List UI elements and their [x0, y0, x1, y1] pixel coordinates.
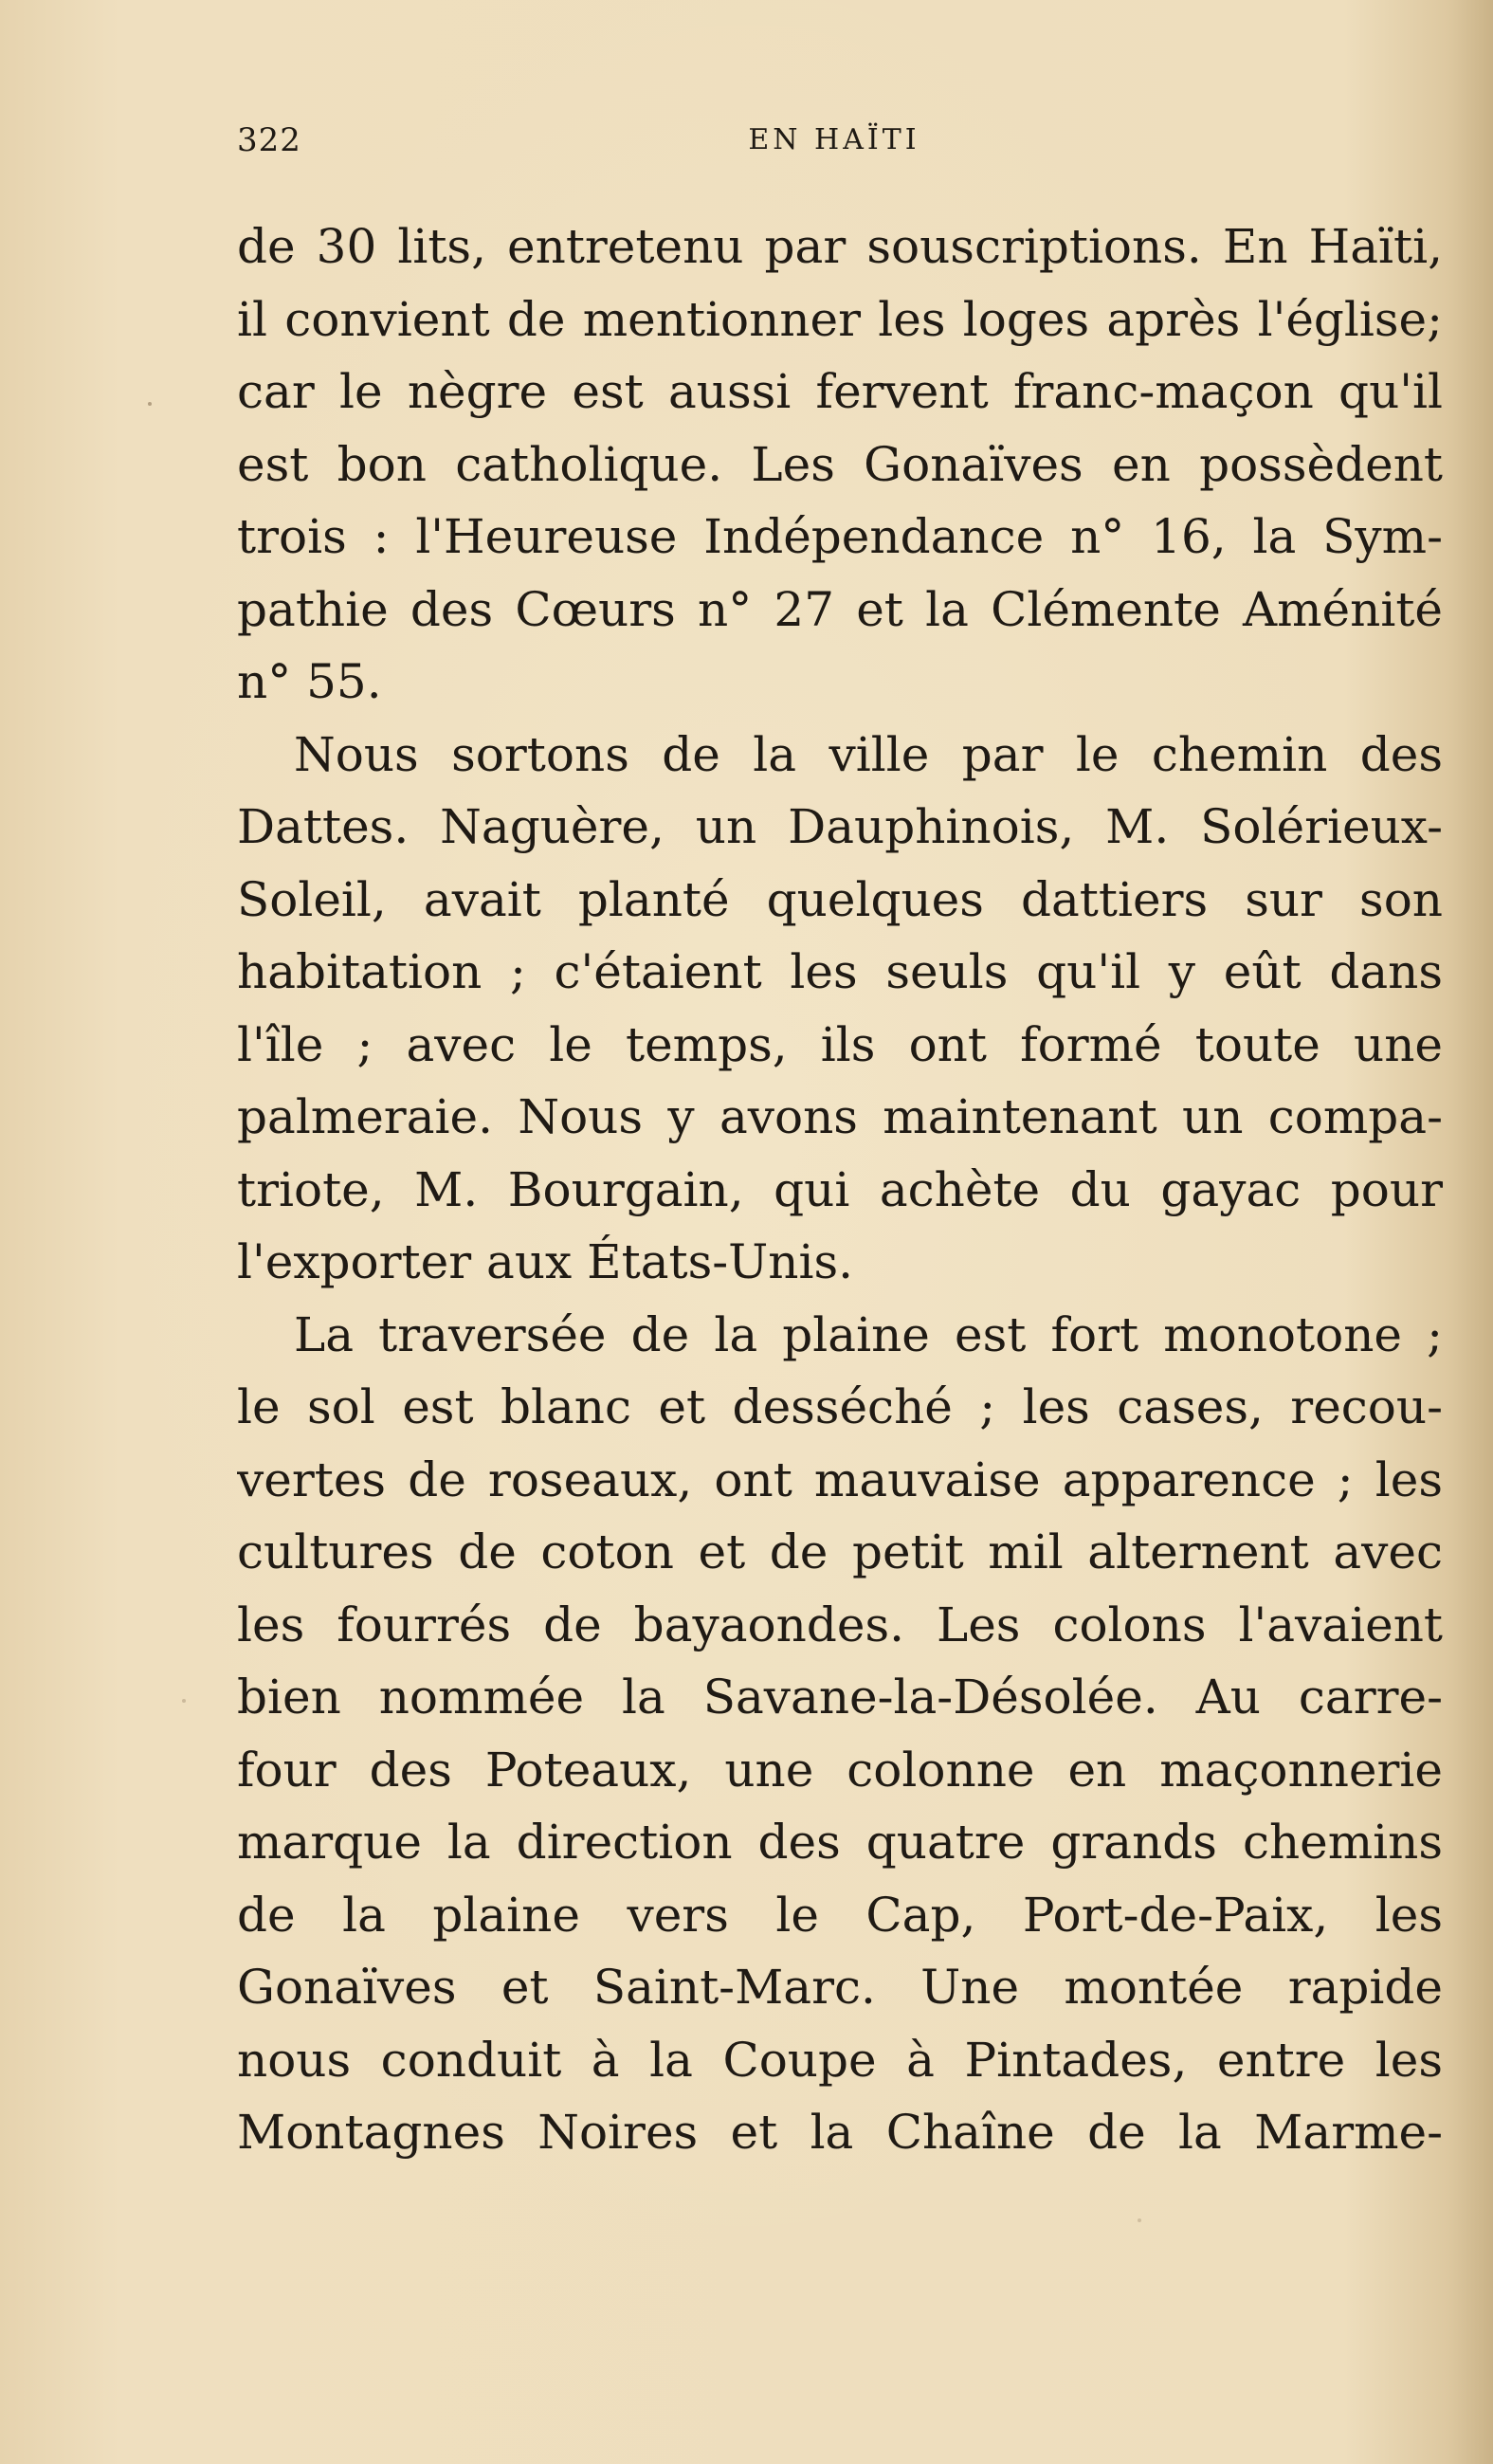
- text-line: pathie des Cœurs n° 27 et la Clémente Aménité: [237, 581, 1443, 637]
- running-head: [237, 121, 1431, 167]
- page-number: 322: [237, 121, 301, 159]
- text-line: Soleil, avait planté quelques dattiers sur son: [237, 871, 1443, 927]
- text-line: de la plaine vers le Cap, Port-de-Paix, les: [237, 1887, 1443, 1943]
- text-line: four des Poteaux, une colonne en maçonnerie: [237, 1742, 1443, 1798]
- text-line: vertes de roseaux, ont mauvaise apparence ; les: [237, 1451, 1443, 1507]
- text-line: il convient de mentionner les loges après l'église;: [237, 291, 1443, 347]
- running-title: EN HAÏTI: [748, 123, 920, 156]
- body-text: [237, 210, 1443, 2169]
- text-line: le sol est blanc et desséché ; les cases, recou-: [237, 1379, 1443, 1434]
- text-line: cultures de coton et de petit mil alternent avec: [237, 1524, 1443, 1579]
- text-line: Nous sortons de la ville par le chemin des: [294, 726, 1443, 782]
- text-line: palmeraie. Nous y avons maintenant un compa-: [237, 1089, 1443, 1144]
- text-line: Dattes. Naguère, un Dauphinois, M. Solérieux-: [237, 799, 1443, 854]
- text-line: marque la direction des quatre grands chemins: [237, 1815, 1443, 1870]
- text-line: l'île ; avec le temps, ils ont formé toute une: [237, 1016, 1443, 1072]
- text-line: les fourrés de bayaondes. Les colons l'avaient: [237, 1597, 1443, 1652]
- text-line: car le nègre est aussi fervent franc-maçon qu'il: [237, 364, 1443, 419]
- scan-speck: [1138, 2218, 1141, 2222]
- scan-speck: [148, 402, 152, 406]
- text-line: Montagnes Noires et la Chaîne de la Marme-: [237, 2105, 1443, 2160]
- scan-speck: [182, 1699, 186, 1703]
- text-line: bien nommée la Savane-la-Désolée. Au carre-: [237, 1670, 1443, 1725]
- text-line: Gonaïves et Saint-Marc. Une montée rapide: [237, 1960, 1443, 2015]
- text-line: nous conduit à la Coupe à Pintades, entre les: [237, 2032, 1443, 2088]
- text-line: trois : l'Heureuse Indépendance n° 16, la Sym-: [237, 509, 1443, 564]
- text-line: triote, M. Bourgain, qui achète du gayac pour: [237, 1161, 1443, 1217]
- text-line: de 30 lits, entretenu par souscriptions. En Haïti,: [237, 219, 1443, 274]
- text-line: l'exporter aux États-Unis.: [237, 1234, 854, 1289]
- text-line: La traversée de la plaine est fort monotone ;: [294, 1306, 1443, 1362]
- text-line: est bon catholique. Les Gonaïves en possèdent: [237, 436, 1443, 492]
- text-line: habitation ; c'étaient les seuls qu'il y eût dans: [237, 944, 1443, 999]
- text-line: n° 55.: [237, 654, 382, 709]
